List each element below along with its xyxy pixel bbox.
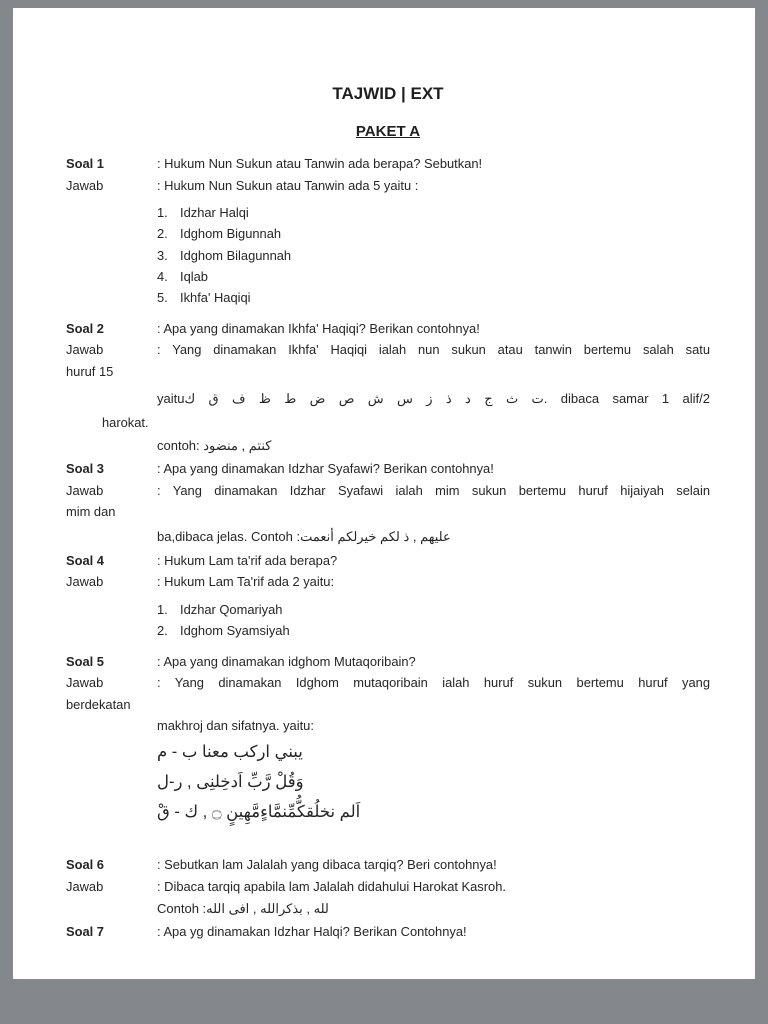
- qa-row: [66, 550, 710, 572]
- list-item-text: Idzhar Halqi: [180, 205, 249, 221]
- qa-row: [66, 480, 710, 502]
- qa-row: [66, 921, 710, 943]
- qa-text: : Apa yang dinamakan Ikhfa' Haqiqi? Berikan contohnya!: [157, 320, 480, 336]
- qa-row: [66, 571, 710, 593]
- continuation-text: berdekatan: [66, 696, 131, 712]
- list-item-text: Idzhar Qomariyah: [180, 602, 283, 618]
- qa-text: : Hukum Lam Ta'rif ada 2 yaitu:: [157, 574, 335, 590]
- qa-label: Soal 5: [66, 653, 104, 669]
- qa-row: [66, 458, 710, 480]
- list-item: [157, 599, 710, 620]
- qa-row: [66, 318, 710, 340]
- document-subtitle: PAKET A: [355, 123, 421, 140]
- list-number: 5.: [157, 290, 168, 306]
- qa-label: Soal 4: [66, 552, 104, 568]
- content-line: contoh: كنتم , منضود: [157, 438, 272, 454]
- list-item-text: Idghom Bigunnah: [180, 226, 282, 242]
- list-item-text: Idghom Bilagunnah: [180, 247, 292, 263]
- content-line: makhroj dan sifatnya. yaitu:: [157, 718, 314, 734]
- document-body: [66, 153, 710, 943]
- arabic-example-line: اَلم نخلُقكُّمِّنمَّاءٍمَّهِينٍ ۝ , ك - قْ: [157, 802, 361, 821]
- qa-row: [66, 175, 710, 197]
- numbered-list: [157, 202, 710, 308]
- document-page: [13, 8, 755, 979]
- list-number: 3.: [157, 247, 168, 263]
- list-number: 2.: [157, 623, 168, 639]
- content-line: ba,dibaca jelas. Contoh :عليهم , ذ لكم خيرلكم أنعمت: [157, 528, 451, 544]
- qa-text: : Apa yang dinamakan idghom Mutaqoribain?: [157, 653, 416, 669]
- list-item: [157, 620, 710, 641]
- content-line: yaituت ث ج د ذ ز س ش ص ض ط ظ ف ق ك. dibaca samar 1 alif/2: [157, 391, 710, 407]
- qa-text: : Hukum Nun Sukun atau Tanwin ada 5 yaitu :: [157, 177, 419, 193]
- qa-label: Soal 1: [66, 156, 104, 171]
- qa-row: [66, 153, 710, 175]
- continuation-text: huruf 15: [66, 363, 114, 379]
- qa-text: : Hukum Lam ta'rif ada berapa?: [157, 552, 338, 568]
- list-item: [157, 266, 710, 287]
- qa-text: : Apa yang dinamakan Idzhar Syafawi? Berikan contohnya!: [157, 461, 494, 477]
- list-number: 1.: [157, 602, 168, 618]
- list-item: [157, 287, 710, 308]
- list-number: 1.: [157, 205, 168, 221]
- document-content: [66, 8, 710, 979]
- document-title: TAJWID | EXT: [332, 84, 444, 103]
- qa-text: : Yang dinamakan Idzhar Syafawi ialah mim sukun bertemu huruf hijaiyah selain: [157, 482, 710, 498]
- qa-row: [66, 672, 710, 694]
- list-item: [157, 245, 710, 266]
- qa-row: [66, 651, 710, 673]
- qa-text: : Yang dinamakan Idghom mutaqoribain ialah huruf sukun bertemu huruf yang: [157, 675, 710, 691]
- arabic-example-line: يبني اركب معنا ب - م: [157, 742, 303, 761]
- qa-label: Soal 3: [66, 461, 104, 477]
- qa-row: [66, 876, 710, 898]
- list-item-text: Ikhfa' Haqiqi: [180, 290, 251, 306]
- continuation-text: harokat.: [102, 415, 149, 431]
- qa-label: Jawab: [66, 177, 104, 193]
- numbered-list: [157, 599, 710, 642]
- arabic-example-line: وَقُلْ رَّبِّ اَدخِلنِى , ر-ل: [157, 772, 304, 791]
- qa-label: Jawab: [66, 574, 104, 590]
- qa-text: : Hukum Nun Sukun atau Tanwin ada berapa? Sebutkan!: [157, 156, 483, 171]
- qa-label: Jawab: [66, 675, 104, 691]
- qa-label: Soal 2: [66, 320, 104, 336]
- list-item: [157, 202, 710, 223]
- qa-label: Jawab: [66, 342, 104, 358]
- qa-label: Soal 7: [66, 924, 104, 940]
- qa-label: Jawab: [66, 878, 104, 894]
- qa-text: : Dibaca tarqiq apabila lam Jalalah didahului Harokat Kasroh.: [157, 878, 506, 894]
- continuation-text: mim dan: [66, 504, 116, 520]
- list-item: [157, 223, 710, 244]
- qa-text: : Yang dinamakan Ikhfa' Haqiqi ialah nun sukun atau tanwin bertemu salah satu: [157, 342, 710, 358]
- list-item-text: Iqlab: [180, 269, 208, 285]
- qa-row: [66, 854, 710, 876]
- qa-text: : Sebutkan lam Jalalah yang dibaca tarqiq? Beri contohnya!: [157, 856, 497, 872]
- qa-row: [66, 339, 710, 361]
- list-number: 4.: [157, 269, 168, 285]
- qa-text: : Apa yg dinamakan Idzhar Halqi? Berikan Contohnya!: [157, 924, 467, 940]
- qa-label: Jawab: [66, 482, 104, 498]
- list-number: 2.: [157, 226, 168, 242]
- content-line: Contoh :لله , بذكرالله , افى الله: [157, 901, 329, 917]
- qa-label: Soal 6: [66, 856, 104, 872]
- list-item-text: Idghom Syamsiyah: [180, 623, 290, 639]
